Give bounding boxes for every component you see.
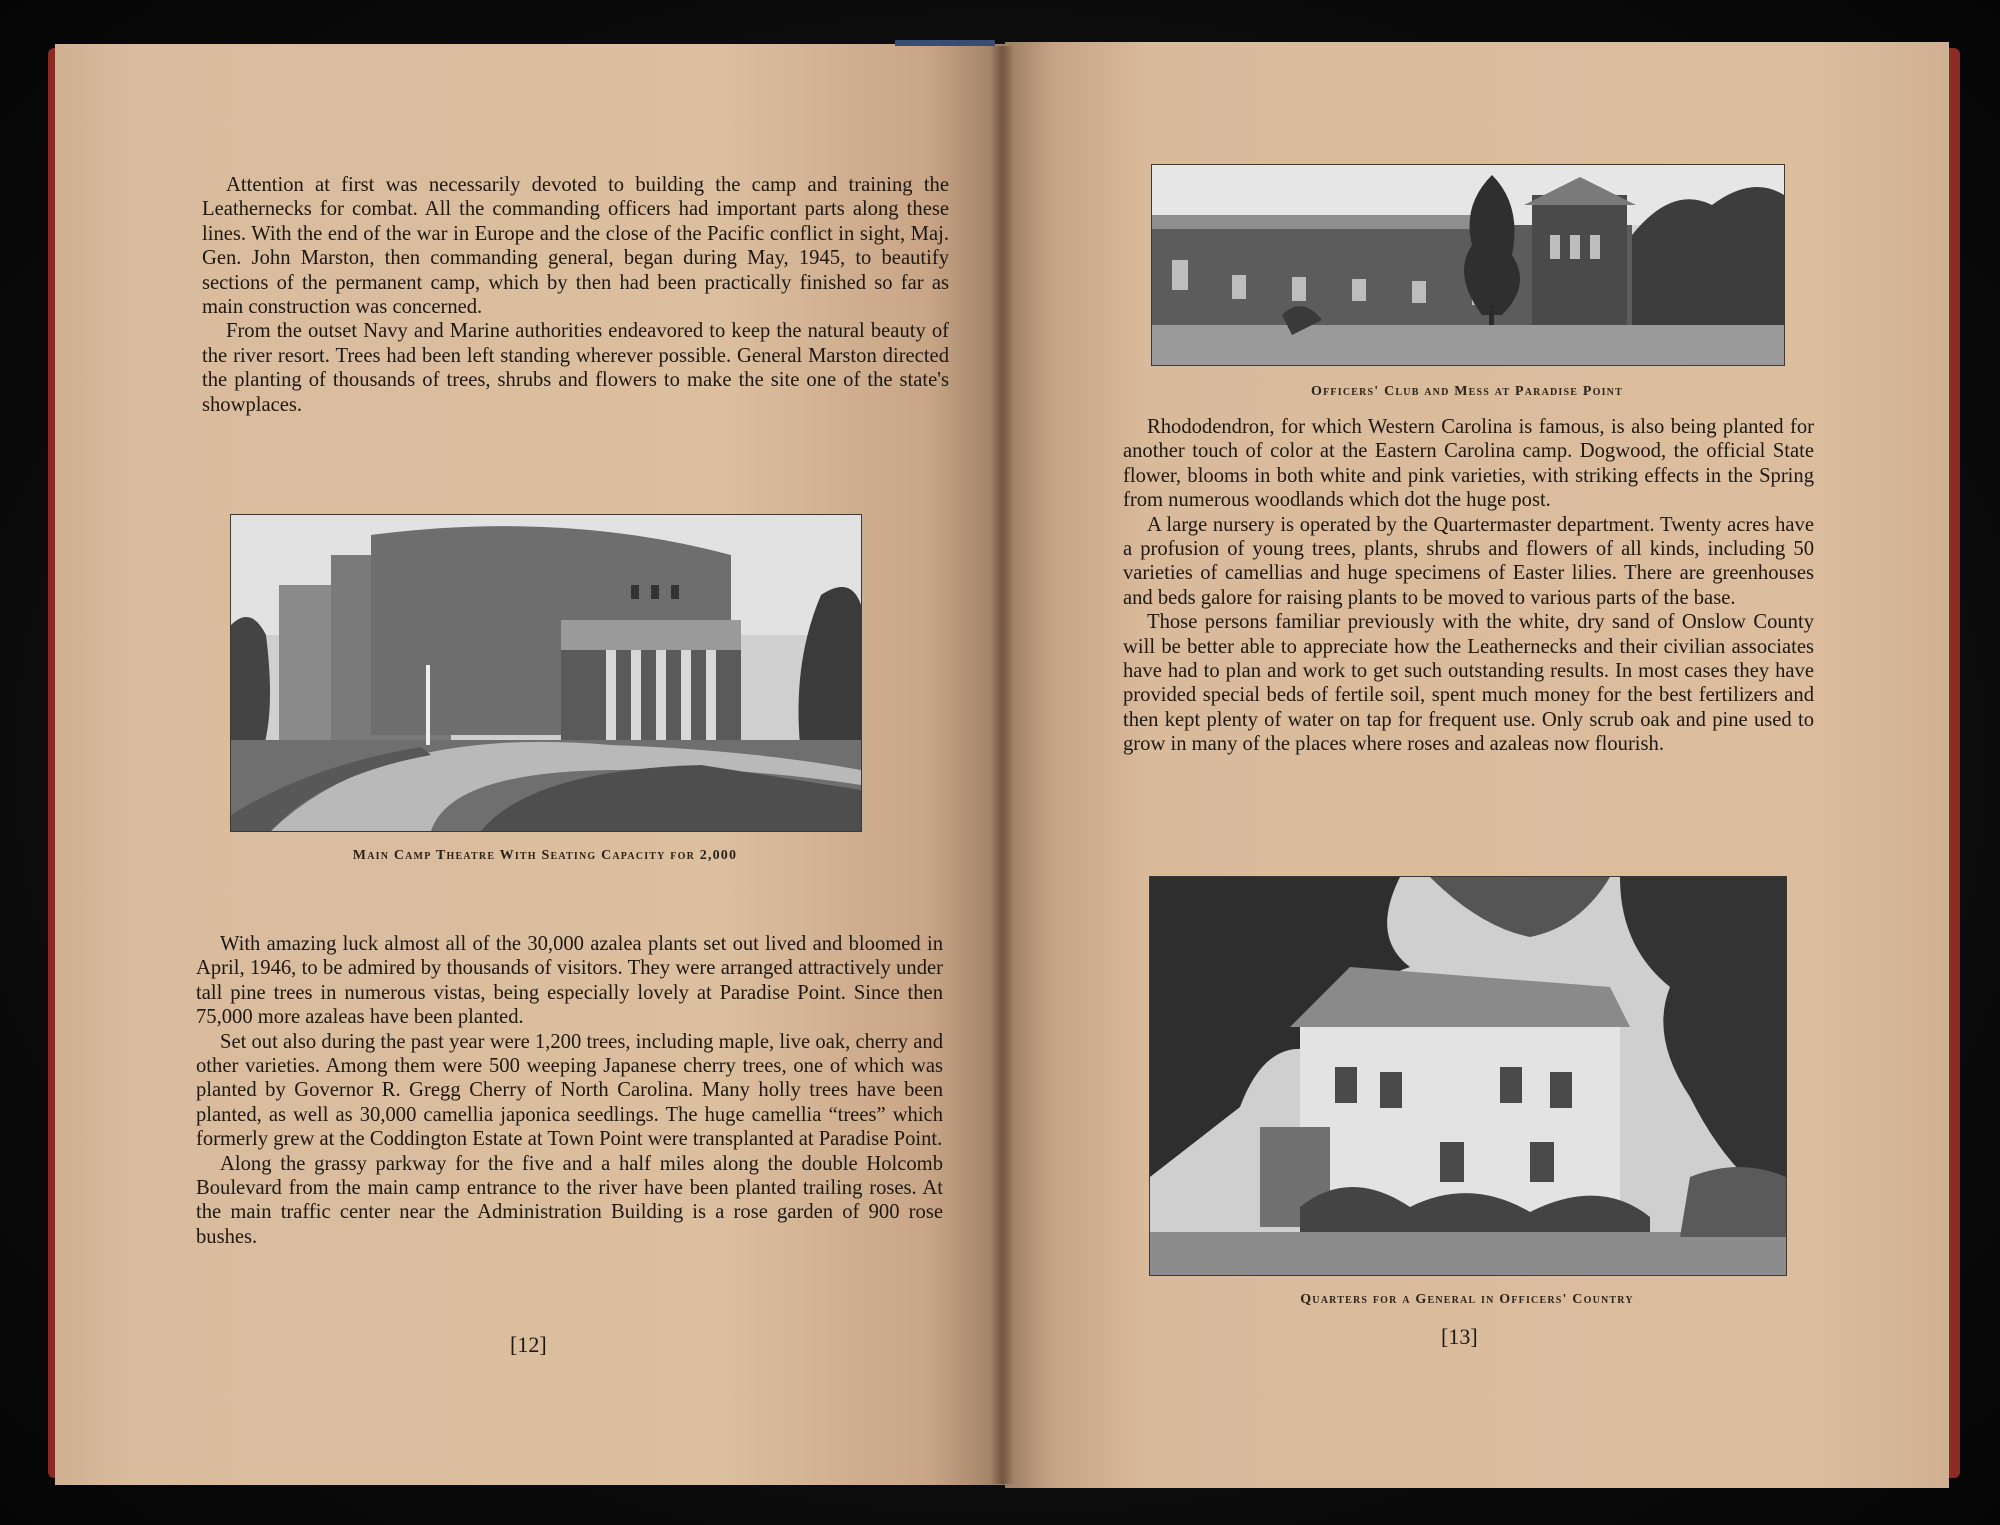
binding-tape bbox=[895, 40, 995, 46]
officers-club-caption: Officers' Club and Mess at Paradise Point bbox=[1311, 384, 1623, 399]
theatre-photo bbox=[230, 514, 862, 832]
paragraph: From the outset Navy and Marine authorities endeavored to keep the natural beauty of the river resort. Trees had been left standing wherever possible. General Marston directed the planting of thousands of trees, shrubs and flowers to make the site one of the state's showplaces. bbox=[202, 320, 949, 416]
left-text-bottom bbox=[196, 932, 943, 1249]
book-gutter bbox=[990, 46, 1014, 1484]
officers-club-photo bbox=[1151, 164, 1785, 366]
generals-quarters-caption: Quarters for a General in Officers' Country bbox=[1300, 1292, 1634, 1307]
paragraph: A large nursery is operated by the Quartermaster department. Twenty acres have a profusion of young trees, plants, shrubs and flowers of all kinds, including 50 varieties of camellias and huge specimens of Easter lilies. There are greenhouses and beds galore for raising plants to be moved to various parts of the base. bbox=[1123, 513, 1814, 609]
page-number: [12] bbox=[510, 1332, 547, 1357]
paragraph: Attention at first was necessarily devoted to building the camp and training the Leathernecks for combat. All the commanding officers had important parts along these lines. With the end of the war in Europe and the close of the Pacific conflict in sight, Maj. Gen. John Marston, then commanding general, began during May, 1945, to beautify sections of the permanent camp, which by then had been practically finished so far as main construction was concerned. bbox=[202, 174, 949, 319]
right-text bbox=[1123, 415, 1814, 757]
paragraph: Set out also during the past year were 1,200 trees, including maple, live oak, cherry and other varieties. Among them were 500 weeping Japanese cherry trees, one of which was planted by Governor R. Gregg Cherry of North Carolina. Many holly trees have been planted, as well as 30,000 camellia japonica seedlings. The huge camellia “trees” which formerly grew at the Coddington Estate at Town Point were transplanted at Paradise Point. bbox=[196, 1030, 943, 1151]
left-page bbox=[55, 44, 1005, 1485]
paragraph: With amazing luck almost all of the 30,000 azalea plants set out lived and bloomed in April, 1946, to be admired by thousands of visitors. They were arranged attractively under tall pine trees in numerous vistas, being especially lovely at Paradise Point. Since then 75,000 more azaleas have been planted. bbox=[196, 933, 943, 1029]
paragraph: Rhododendron, for which Western Carolina is famous, is also being planted for another touch of color at the Eastern Carolina camp. Dogwood, the official State flower, blooms in both white and pink varieties, with striking effects in the Spring from numerous woodlands which dot the huge post. bbox=[1123, 416, 1814, 512]
paragraph: Those persons familiar previously with the white, dry sand of Onslow County will be better able to appreciate how the Leathernecks and their civilian associates have had to plan and work to get such outstanding results. In most cases they have provided special beds of fertile soil, spent much money for the best fertilizers and then kept plenty of water on tap for frequent use. Only scrub oak and pine used to grow in many of the places where roses and azaleas now flourish. bbox=[1123, 611, 1814, 756]
theatre-photo-caption: Main Camp Theatre With Seating Capacity for 2,000 bbox=[352, 848, 738, 863]
generals-quarters-photo bbox=[1149, 876, 1787, 1276]
paragraph: Along the grassy parkway for the five and a half miles along the double Holcomb Boulevard from the main camp entrance to the river have been planted trailing roses. At the main traffic center near the Administration Building is a rose garden of 900 rose bushes. bbox=[196, 1152, 943, 1248]
left-text-top bbox=[202, 173, 949, 417]
right-page bbox=[1005, 42, 1949, 1488]
page-number: [13] bbox=[1441, 1324, 1478, 1349]
